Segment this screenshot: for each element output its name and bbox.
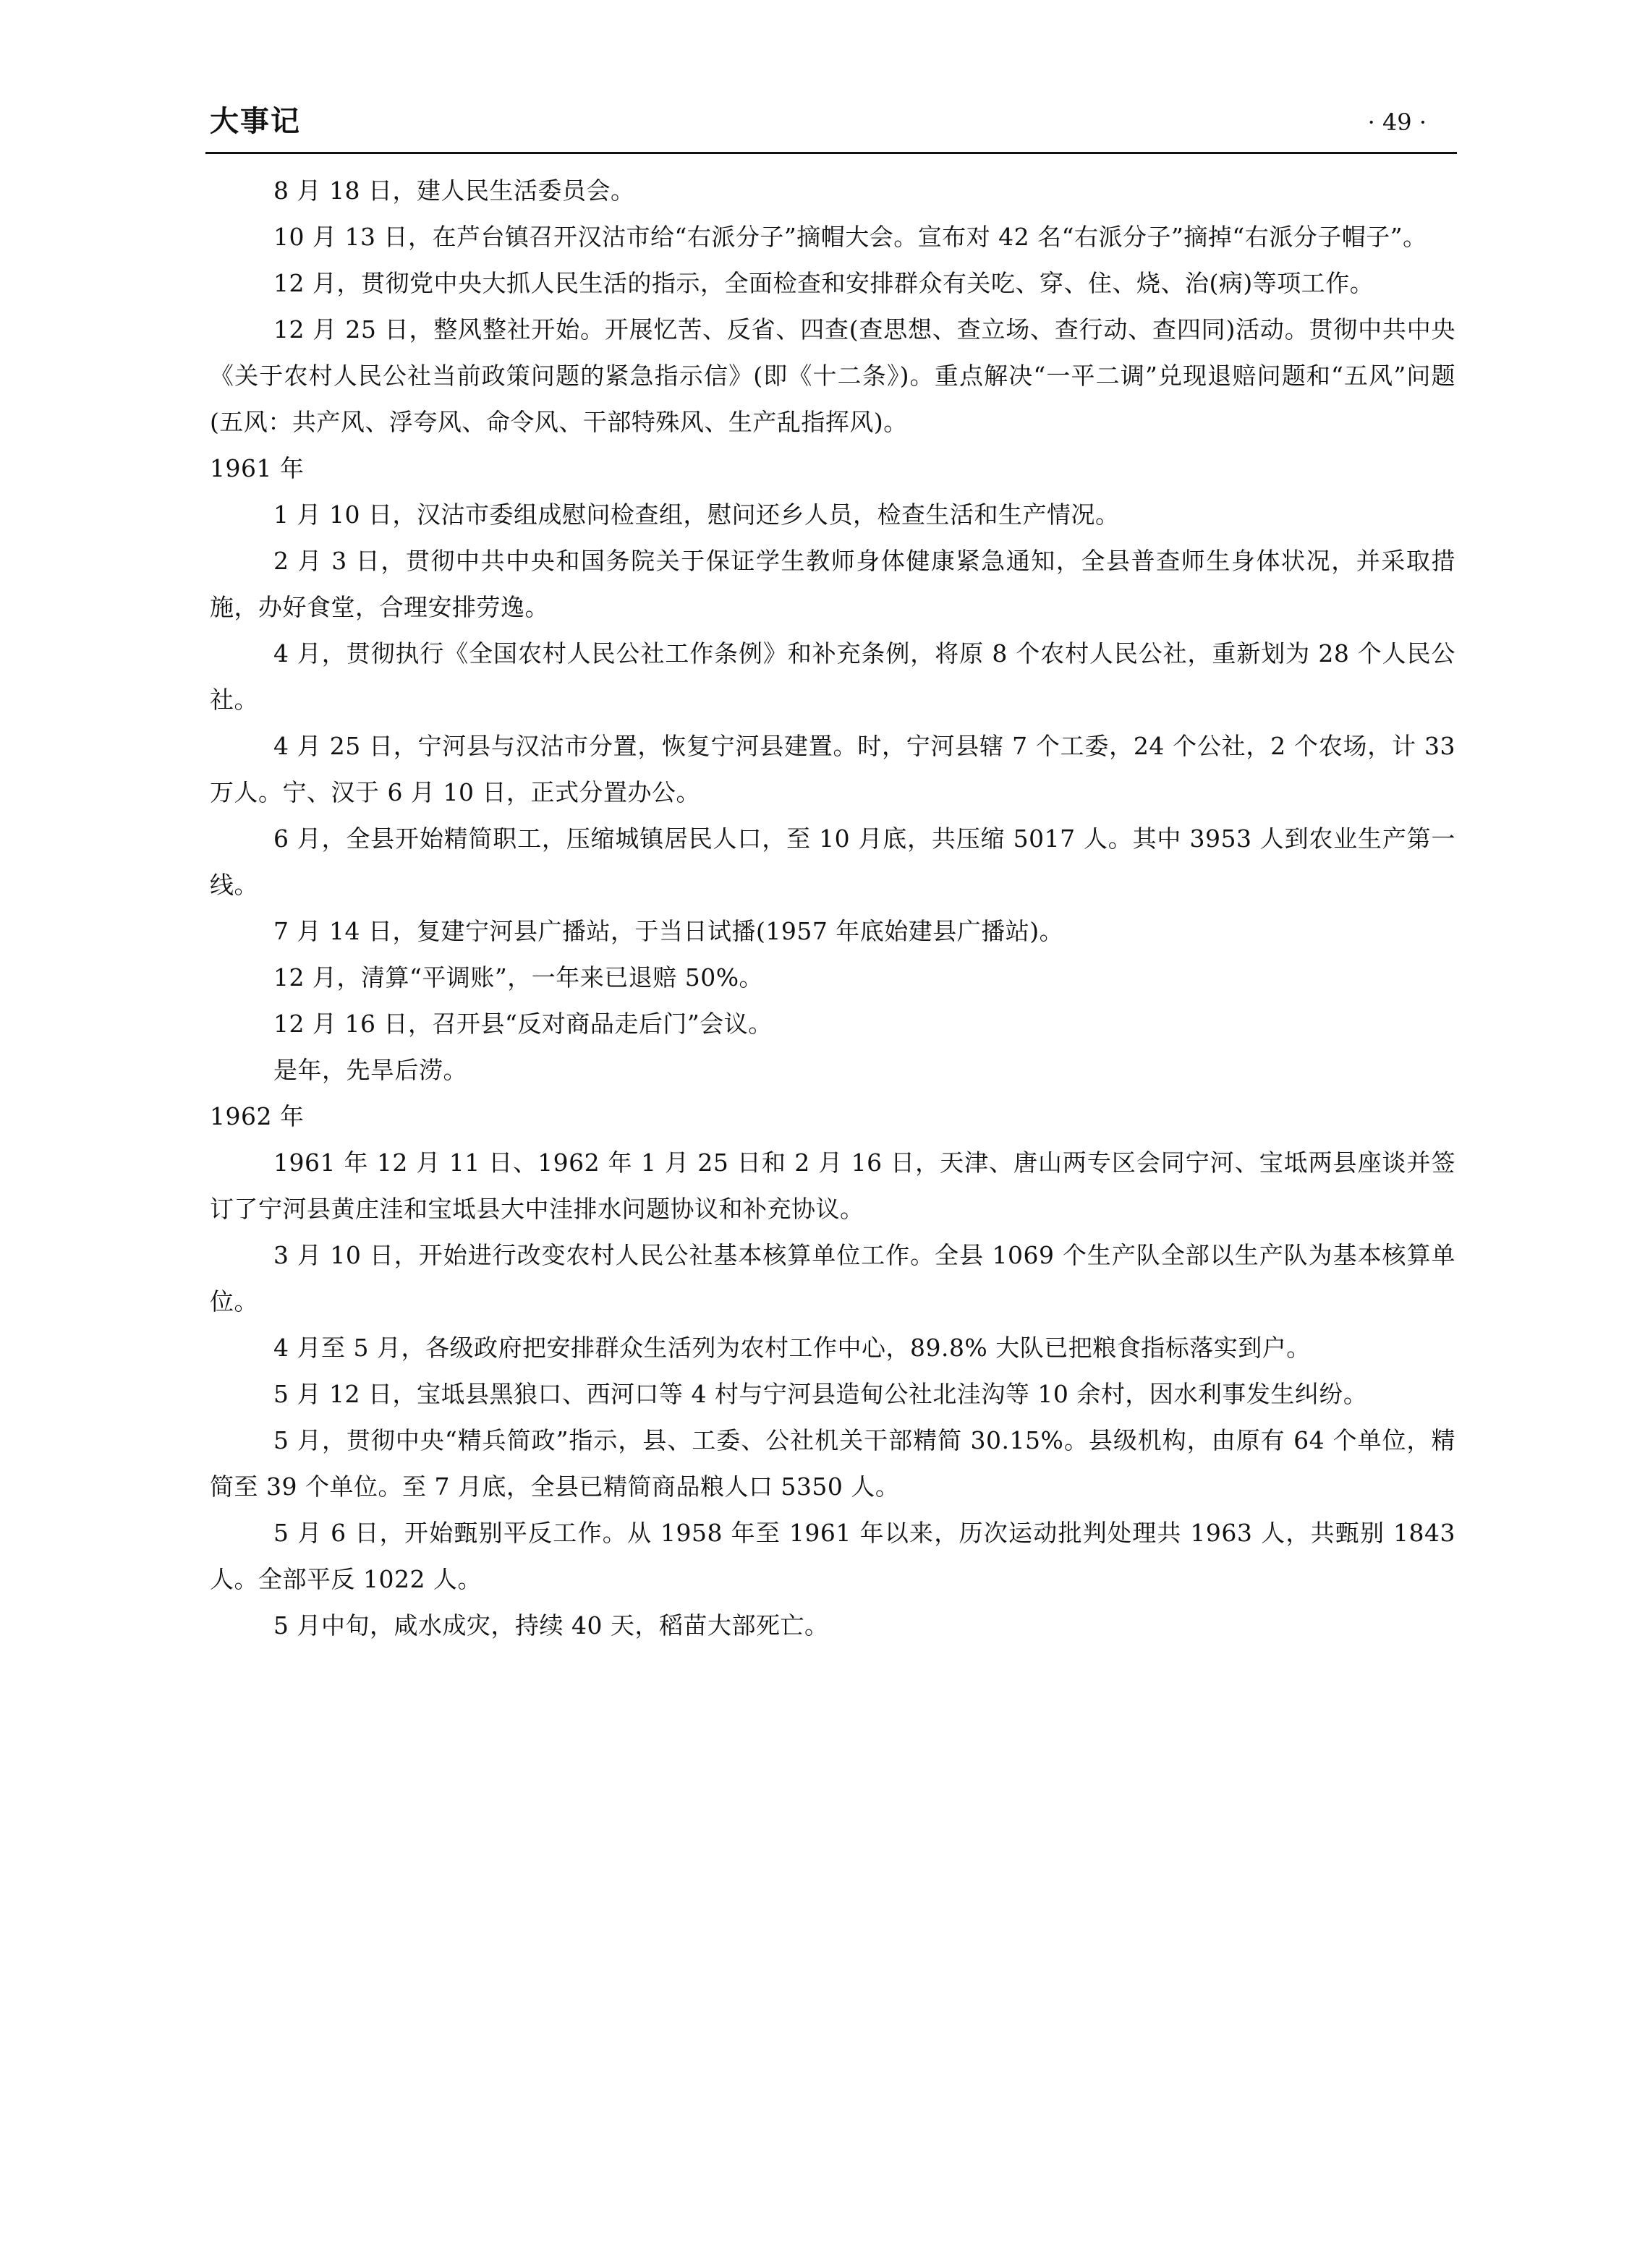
- chronicle-entry: 1 月 10 日，汉沽市委组成慰问检查组，慰问还乡人员，检查生活和生产情况。: [273, 500, 1120, 529]
- chronicle-entry: 5 月 12 日，宝坻县黑狼口、西河口等 4 村与宁河县造甸公社北洼沟等 10 余村，因水利事发生纠纷。: [273, 1380, 1368, 1408]
- chronicle-entry: 7 月 14 日，复建宁河县广播站，于当日试播(1957 年底始建县广播站)。: [273, 917, 1064, 945]
- chronicle-entry: 4 月 25 日，宁河县与汉沽市分置，恢复宁河县建置。时，宁河县辖 7 个工委，24 个公社，2 个农场，计 33 万人。宁、汉于 6 月 10 日，正式分置办公。: [210, 732, 1455, 806]
- header-divider: [205, 152, 1457, 154]
- chronicle-entry: 5 月 6 日，开始甄别平反工作。从 1958 年至 1961 年以来，历次运动批判处理共 1963 人，共甄别 1843 人。全部平反 1022 人。: [210, 1519, 1455, 1593]
- page-number: · 49 ·: [1367, 108, 1427, 136]
- chronicle-entry: 4 月，贯彻执行《全国农村人民公社工作条例》和补充条例，将原 8 个农村人民公社，重新划为 28 个人民公社。: [210, 639, 1455, 714]
- chronicle-entry: 1961 年 12 月 11 日、1962 年 1 月 25 日和 2 月 16 日，天津、唐山两专区会同宁河、宝坻两县座谈并签订了宁河县黄庄洼和宝坻县大中洼排水问题协议和补充协议。: [210, 1148, 1455, 1223]
- chronicle-entry: 5 月，贯彻中央“精兵简政”指示，县、工委、公社机关干部精简 30.15%。县级机构，由原有 64 个单位，精简至 39 个单位。至 7 月底，全县已精简商品粮人口 5350 人。: [210, 1426, 1455, 1501]
- chronicle-entry: 10 月 13 日，在芦台镇召开汉沽市给“右派分子”摘帽大会。宣布对 42 名“右派分子”摘掉“右派分子帽子”。: [273, 223, 1427, 251]
- chronicle-entry: 3 月 10 日，开始进行改变农村人民公社基本核算单位工作。全县 1069 个生产队全部以生产队为基本核算单位。: [210, 1241, 1455, 1316]
- chronicle-entry: 5 月中旬，咸水成灾，持续 40 天，稻苗大部死亡。: [273, 1611, 829, 1640]
- chronicle-entry: 6 月，全县开始精简职工，压缩城镇居民人口，至 10 月底，共压缩 5017 人。其中 3953 人到农业生产第一线。: [210, 824, 1455, 899]
- page-header: [210, 101, 1455, 148]
- year-heading: 1961 年: [210, 454, 305, 482]
- year-heading: 1962 年: [210, 1102, 305, 1130]
- chronicle-entry: 12 月，清算“平调账”，一年来已退赔 50%。: [273, 963, 764, 992]
- chronicle-entry: 8 月 18 日，建人民生活委员会。: [273, 176, 635, 205]
- chronicle-entry: 12 月，贯彻党中央大抓人民生活的指示，全面检查和安排群众有关吃、穿、住、烧、治(病)等项工作。: [273, 269, 1374, 297]
- chronicle-entry: 2 月 3 日，贯彻中共中央和国务院关于保证学生教师身体健康紧急通知，全县普查师生身体状况，并采取措施，办好食堂，合理安排劳逸。: [210, 547, 1455, 621]
- running-header-title: 大事记: [210, 105, 301, 138]
- chronicle-entry: 是年，先旱后涝。: [273, 1056, 467, 1084]
- chronicle-entry: 4 月至 5 月，各级政府把安排群众生活列为农村工作中心，89.8% 大队已把粮食指标落实到户。: [273, 1334, 1311, 1362]
- chronicle-body: [210, 168, 1455, 1649]
- chronicle-entry: 12 月 25 日，整风整社开始。开展忆苦、反省、四查(查思想、查立场、查行动、查四同)活动。贯彻中共中央《关于农村人民公社当前政策问题的紧急指示信》(即《十二条》)。重点解决“一平二调”兑现退赔问题和“五风”问题(五风：共产风、浮夸风、命令风、干部特殊风、生产乱指挥风)。: [210, 315, 1455, 436]
- chronicle-entry: 12 月 16 日，召开县“反对商品走后门”会议。: [273, 1010, 773, 1038]
